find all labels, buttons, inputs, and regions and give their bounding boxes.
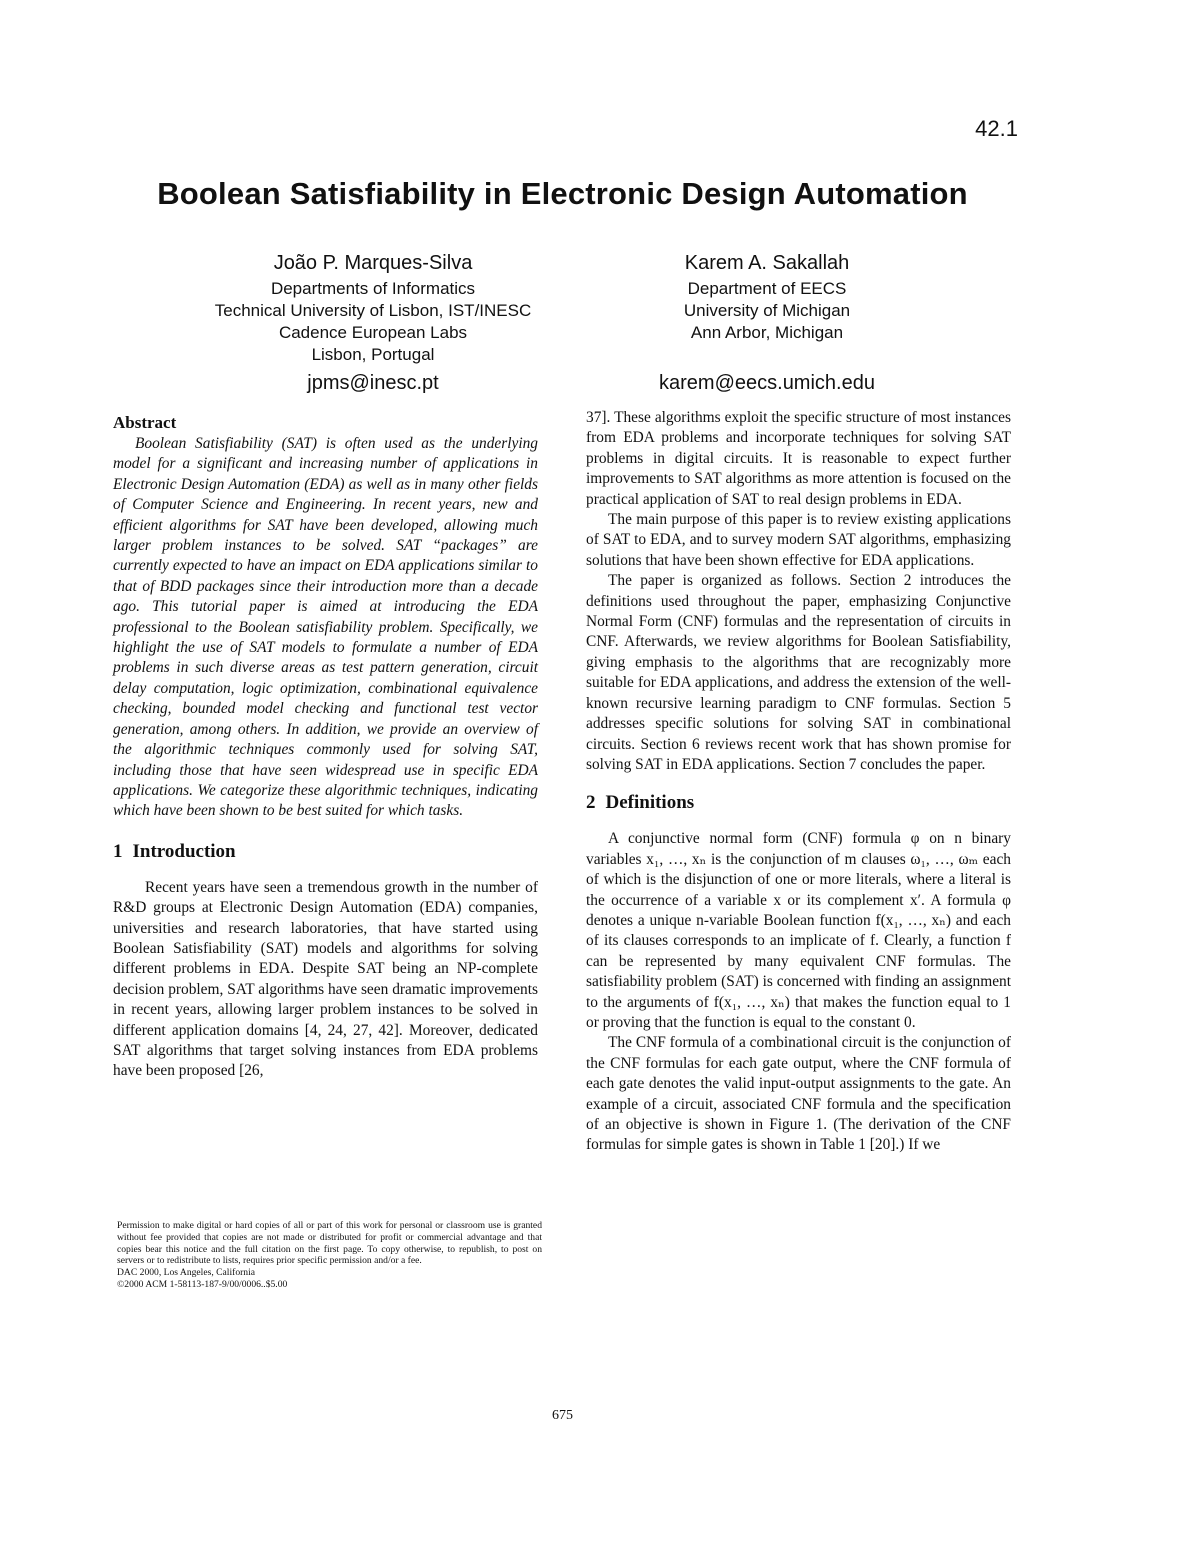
section-title: Definitions [605, 792, 695, 814]
author-affiliation: Ann Arbor, Michigan [690, 323, 844, 342]
author-email: jpms@inesc.pt [307, 372, 439, 394]
paper-title: Boolean Satisfiability in Electronic Design Automation [157, 176, 968, 211]
author-affiliation: Lisbon, Portugal [311, 345, 435, 364]
author-block [178, 250, 568, 394]
author-name: João P. Marques-Silva [273, 252, 473, 274]
paragraph: Recent years have seen a tremendous growth in the number of R&D groups at Electronic Design Automation (EDA) companies, universities and research laboratories, that have started using Boolean Satisfiability (SAT) models and algorithms for solving different problems in EDA. Despite SAT being an NP-complete decision problem, SAT algorithms have seen dramatic improvements in recent years, allowing larger problem instances to be solved in different application domains [4, 24, 27, 42]. Moreover, dedicated SAT algorithms that target solving instances from EDA problems have been proposed [26, [113, 878, 538, 1080]
paragraph: The main purpose of this paper is to review existing applications of SAT to EDA, and to survey modern SAT algorithms, emphasizing solutions that have been shown effective for EDA applications. [586, 511, 1011, 569]
section-heading [113, 840, 538, 864]
author-block [602, 250, 932, 394]
paragraph: The paper is organized as follows. Section 2 introduces the definitions used throughout the paper, emphasizing Conjunctive Normal Form (CNF) formulas and the representation of circuits in CNF. Afterwards, we review algorithms for Boolean Satisfiability, giving emphasis to the algorithms that are recognizably more suitable for EDA applications, and address the extension of the well-known recursive learning paradigm to CNF formulas. Section 5 addresses specific solutions for solving SAT in combinational circuits. Section 6 reviews recent work that has shown promise for solving SAT in EDA applications. Section 7 concludes the paper. [586, 572, 1011, 773]
right-column [586, 408, 1011, 1156]
section-title: Introduction [132, 840, 236, 862]
author-affiliation: Departments of Informatics [270, 279, 476, 298]
paragraph: A conjunctive normal form (CNF) formula φ on n binary variables x₁, …, xₙ is the conjunction of m clauses ω₁, …, ωₘ each of which is the disjunction of one or more literals, where a literal is the occurrence of a variable x or its complement x′. A formula φ denotes a unique n-variable Boolean function f(x₁, …, xₙ) and each of its clauses corresponds to an implicate of f. Clearly, a function f can be represented by many equivalent CNF formulas. The satisfiability problem (SAT) is concerned with finding an assignment to the arguments of f(x₁, …, xₙ) that makes the function equal to 1 or proving that the function is equal to the constant 0. [586, 830, 1011, 1031]
section-number: 1 [113, 840, 123, 862]
page-number: 675 [552, 1408, 573, 1423]
left-column [113, 412, 538, 1082]
abstract-text: Boolean Satisfiability (SAT) is often used as the underlying model for a significant and increasing number of applications in Electronic Design Automation (EDA) as well as in many other fields of Computer Science and Engineering. In recent years, new and efficient algorithms for SAT have been developed, allowing much larger problem instances to be solved. SAT “packages” are currently expected to have an impact on EDA applications similar to that of BDD packages since their introduction more than a decade ago. This tutorial paper is aimed at introducing the EDA professional to the Boolean satisfiability problem. Specifically, we highlight the use of SAT models to formulate a number of EDA problems in such diverse areas as test pattern generation, circuit delay computation, logic optimization, combinational equivalence checking, bounded model checking and functional test vector generation, among others. In addition, we provide an overview of the algorithmic techniques commonly used for solving SAT, including those that have seen widespread use in specific EDA applications. We categorize these algorithmic techniques, indicating which have been shown to be best suited for which tasks. [113, 435, 538, 820]
author-affiliation: University of Michigan [683, 301, 851, 320]
author-email: karem@eecs.umich.edu [659, 372, 875, 394]
paragraph: The CNF formula of a combinational circuit is the conjunction of the CNF formulas for each gate output, where the CNF formula of each gate denotes the valid input-output assignments to the gate. An example of a circuit, associated CNF formula and the specification of an objective is shown in Figure 1. (The derivation of the CNF formulas for simple gates is shown in Table 1 [20].) If we [586, 1034, 1011, 1154]
paragraph: 37]. These algorithms exploit the specific structure of most instances from EDA problems and incorporate techniques for solving SAT problems in digital circuits. It is reasonable to expect further improvements to SAT algorithms as more attention is focused on the practical application of SAT to real design problems in EDA. [586, 409, 1011, 508]
section-heading [586, 791, 1011, 815]
author-affiliation: Department of EECS [687, 279, 847, 298]
author-affiliation: Cadence European Labs [278, 323, 468, 342]
abstract-heading: Abstract [113, 413, 177, 432]
section-number: 2 [586, 792, 596, 814]
author-name: Karem A. Sakallah [684, 252, 850, 274]
copyright-line: ©2000 ACM 1-58113-187-9/00/0006..$5.00 [117, 1278, 288, 1290]
copyright-footnote [117, 1220, 542, 1291]
author-affiliation: Technical University of Lisbon, IST/INESC [214, 301, 532, 320]
venue-line: DAC 2000, Los Angeles, California [117, 1267, 256, 1279]
session-number: 42.1 [975, 116, 1018, 141]
permission-notice: Permission to make digital or hard copies of all or part of this work for personal or classroom use is granted without fee provided that copies are not made or distributed for profit or commercial advantage and that copies bear this notice and the full citation on the first page. To copy otherwise, to republish, to post on servers or to redistribute to lists, requires prior specific permission and/or a fee. [117, 1220, 542, 1267]
